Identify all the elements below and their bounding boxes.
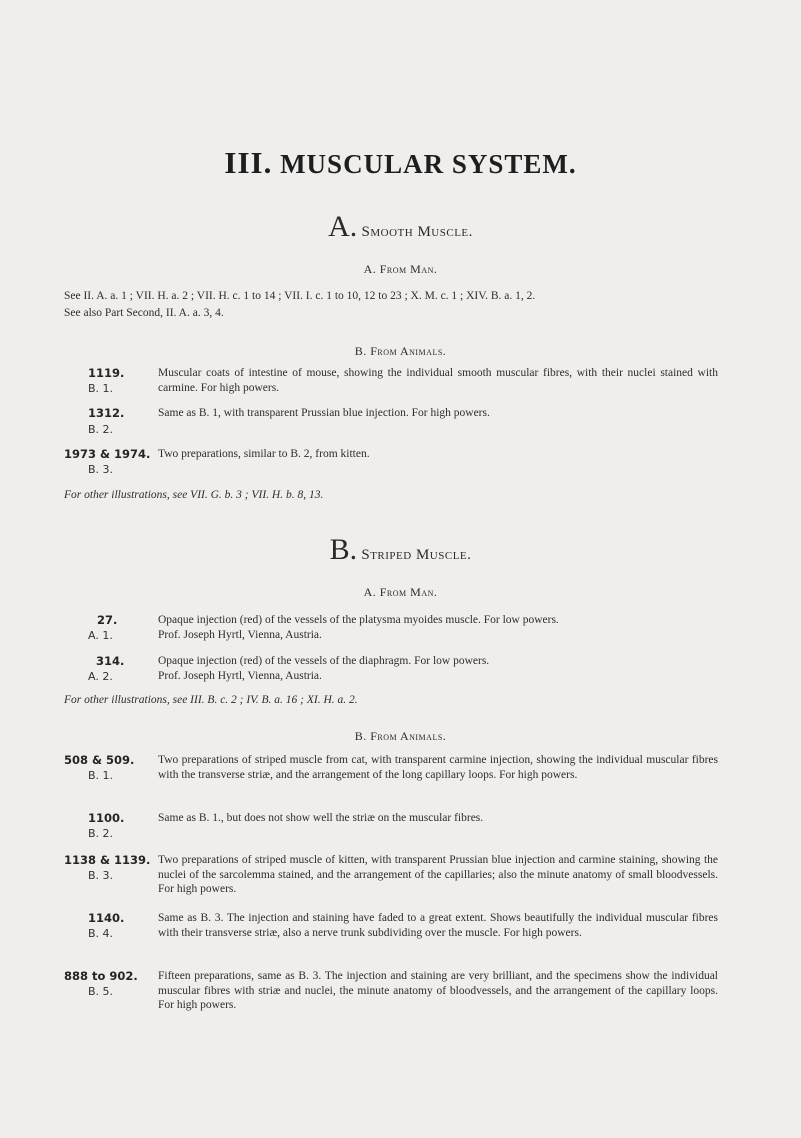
specimen-ref: B. 3. — [88, 869, 114, 882]
title-roman-numeral: III. — [224, 145, 273, 180]
section-a-from-man: A. From Man. — [363, 262, 438, 276]
specimen-description: Same as B. 3. The injection and staining have faded to a great extent. Shows beautifully the individual muscular fibres with their transverse striæ, also a nerve trunk subdividing over the muscle. For high powers. — [158, 912, 718, 939]
see-line-1: See II. A. a. 1 ; VII. H. a. 2 ; VII. H. c. 1 to 14 ; VII. I. c. 1 to 10, 12 to 23 ; X. M. c. 1 ; XIV. B. a. 1, 2. — [64, 290, 536, 302]
specimen-number: 888 to 902. — [64, 969, 138, 983]
specimen-description: Opaque injection (red) of the vessels of the diaphragm. For low powers. — [158, 655, 490, 667]
specimen-description: Same as B. 1., but does not show well the striæ on the muscular fibres. — [158, 812, 484, 824]
see-line-2: See also Part Second, II. A. a. 3, 4. — [64, 307, 224, 319]
specimen-number: 314. — [96, 654, 125, 668]
specimen-description: Muscular coats of intestine of mouse, showing the individual smooth muscular fibres, with their nuclei stained with carmine. For high powers. — [158, 367, 718, 394]
specimen-number: 1138 & 1139. — [64, 853, 151, 867]
title-text: MUSCULAR SYSTEM. — [280, 149, 577, 179]
specimen-number: 1973 & 1974. — [64, 447, 151, 461]
specimen-source: Prof. Joseph Hyrtl, Vienna, Austria. — [158, 670, 322, 682]
section-a-from-animals: B. From Animals. — [354, 344, 447, 358]
specimen-number: 1119. — [88, 366, 125, 380]
section-a-letter: A. — [328, 210, 358, 243]
specimen-ref: A. 2. — [88, 670, 113, 683]
specimen-ref: B. 4. — [88, 927, 114, 940]
section-a-heading — [0, 210, 801, 244]
specimen-source: Prof. Joseph Hyrtl, Vienna, Austria. — [158, 629, 322, 641]
specimen-ref: B. 1. — [88, 769, 114, 782]
specimen-description: Same as B. 1, with transparent Prussian blue injection. For high powers. — [158, 407, 490, 419]
specimen-ref: B. 2. — [88, 827, 114, 840]
specimen-description: Fifteen preparations, same as B. 3. The injection and staining are very brilliant, and the specimens show the individual muscular fibres with striæ and nuclei, the minute anatomy of bloodvessels, and the arrangement of the capillary loops. For high powers. — [158, 970, 718, 1011]
specimen-ref: B. 3. — [88, 463, 114, 476]
specimen-number: 27. — [97, 613, 118, 627]
specimen-description: Two preparations of striped muscle from cat, with transparent carmine injection, showing the individual muscular fibres with the transverse striæ, and the arrangement of the long capillary loops. For high powers. — [158, 754, 718, 781]
specimen-number: 508 & 509. — [64, 753, 135, 767]
section-b-heading — [0, 533, 801, 567]
specimen-number: 1312. — [88, 406, 125, 420]
specimen-ref: B. 1. — [88, 382, 114, 395]
section-a-other-illustrations: For other illustrations, see VII. G. b. 3 ; VII. H. b. 8, 13. — [64, 489, 324, 501]
specimen-description: Two preparations, similar to B. 2, from kitten. — [158, 448, 370, 460]
section-a-title: Smooth Muscle. — [361, 224, 473, 240]
specimen-ref: A. 1. — [88, 629, 113, 642]
section-b-other-illustrations: For other illustrations, see III. B. c. 2 ; IV. B. a. 16 ; XI. H. a. 2. — [64, 694, 358, 706]
specimen-number: 1100. — [88, 811, 125, 825]
section-b-from-animals: B. From Animals. — [354, 729, 447, 743]
specimen-ref: B. 5. — [88, 985, 114, 998]
specimen-description: Opaque injection (red) of the vessels of the platysma myoides muscle. For low powers. — [158, 614, 559, 626]
section-b-letter: B. — [329, 533, 358, 566]
section-b-title: Striped Muscle. — [361, 547, 472, 563]
specimen-number: 1140. — [88, 911, 125, 925]
specimen-ref: B. 2. — [88, 423, 114, 436]
specimen-description: Two preparations of striped muscle of kitten, with transparent Prussian blue injection and carmine staining, showing the nuclei of the sarcolemma stained, and the arrangement of the capillaries; also the minute anatomy of small bloodvessels. For high powers. — [158, 854, 718, 895]
section-b-from-man: A. From Man. — [363, 585, 438, 599]
page-title — [0, 145, 801, 181]
